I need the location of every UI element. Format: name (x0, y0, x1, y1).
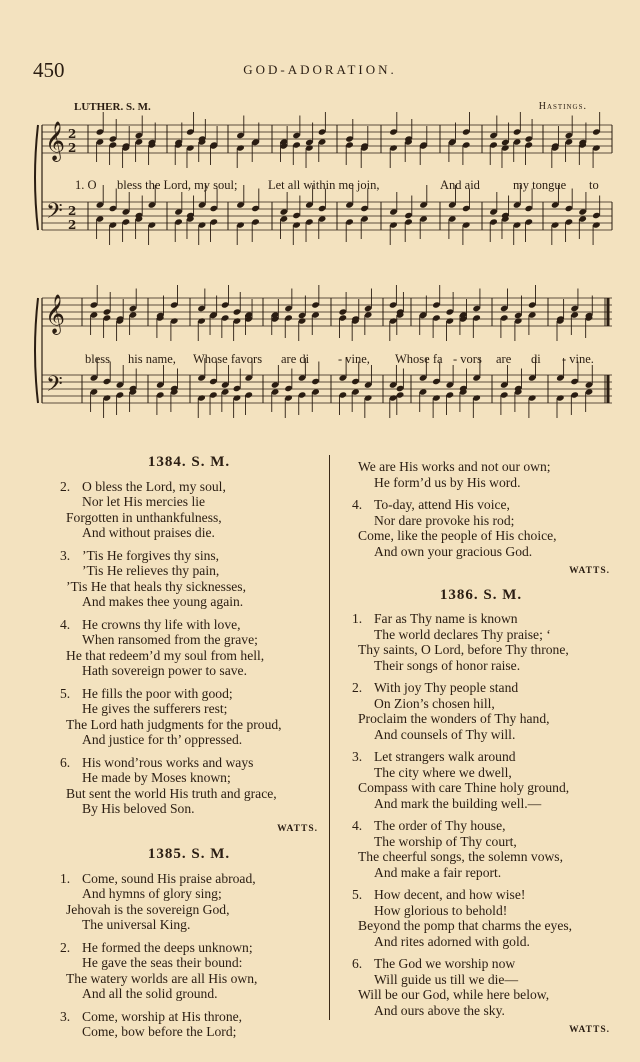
lyric-syllable: Let all within me join, (268, 178, 380, 192)
verse-line: He made by Moses known; (82, 770, 231, 785)
tune-composer: Hastings. (538, 101, 587, 112)
verse-line: The world declares Thy praise; ‘ (374, 626, 551, 642)
time-signature: 2 (68, 141, 77, 155)
lyric-syllable: - vine, (338, 352, 370, 366)
verse-text: The God we worship now (374, 956, 516, 971)
verse-number: 1. (352, 611, 363, 626)
lyric-syllable: And aid (440, 178, 480, 192)
verse-line: The worship of Thy court, (374, 833, 517, 849)
verse-line: And rites adorned with gold. (374, 933, 530, 949)
verse-number: 4. (352, 818, 363, 833)
lyric-syllable: are di (281, 352, 310, 366)
stanza (352, 749, 610, 811)
verse-line: And counsels of Thy will. (374, 726, 516, 742)
verse-line: ’Tis He relieves thy pain, (82, 563, 220, 578)
verse-text: He crowns thy life with love, (82, 616, 241, 632)
verse-line (60, 479, 318, 495)
lyric-syllable: 1. O (75, 178, 97, 192)
verse-number: 5. (352, 887, 363, 902)
verse-line (60, 940, 318, 956)
hymn-author: WATTS. (569, 566, 610, 576)
hymn-number: 1385. S. M. (147, 846, 231, 862)
verse-line (60, 1009, 318, 1025)
verse-line (352, 749, 610, 765)
verse-line: And own your gracious God. (374, 543, 533, 559)
verse-text: He formed the deeps unknown; (82, 939, 253, 955)
verse-line: Will guide us till we die— (374, 971, 519, 987)
verse-line: He form’d us by His word. (374, 474, 521, 490)
verse-line (352, 887, 610, 903)
verse-line (352, 611, 610, 627)
lyric-syllable: di (531, 352, 541, 366)
verse-line: Compass with care Thine holy ground, (358, 780, 570, 795)
hymn-number: 1386. S. M. (439, 586, 523, 603)
music-score (0, 0, 640, 450)
verse-line: He gave the seas their bound: (82, 955, 243, 970)
stanza (60, 617, 318, 679)
verse-line: Come, bow before the Lord; (82, 1024, 237, 1039)
verse-line: When ransomed from the grave; (82, 632, 258, 647)
running-head: GOD-ADORATION. (243, 62, 397, 77)
verse-text: His wond’rous works and ways (82, 754, 254, 770)
lyric-syllable: bless (85, 352, 110, 366)
verse-line: And make a fair report. (374, 864, 502, 880)
verse-number: 3. (60, 547, 71, 563)
stanza (352, 818, 610, 880)
verse-line: He gives the sufferers rest; (82, 701, 228, 716)
verse-line: On Zion’s chosen hill, (374, 695, 495, 711)
verse-text: ’Tis He forgives thy sins, (82, 547, 220, 563)
verse-line (60, 686, 318, 702)
verse-line: He that redeem’d my soul from hell, (66, 647, 265, 663)
verse-text: O bless the Lord, my soul, (82, 478, 226, 494)
verse-text: With joy Thy people stand (374, 680, 519, 695)
right-column (352, 459, 610, 1045)
verse-number: 5. (60, 685, 71, 701)
verse-line: And all the solid ground. (82, 986, 218, 1001)
verse-line: Beyond the pomp that charms the eyes, (358, 918, 573, 933)
verse-text: Far as Thy name is known (374, 611, 518, 626)
verse-number: 4. (352, 497, 363, 512)
verse-line: By His beloved Son. (82, 801, 195, 816)
verse-line: And ours above the sky. (374, 1002, 505, 1018)
tune-name: LUTHER. S. M. (74, 101, 151, 113)
time-signature: 2 (68, 127, 77, 141)
verse-text: To-day, attend His voice, (374, 497, 510, 512)
verse-line (60, 548, 318, 564)
page-number: 450 (33, 58, 65, 82)
stanza (60, 548, 318, 610)
stanza (60, 871, 318, 933)
lyric-syllable: - vine. (562, 352, 594, 366)
verse-line: Nor dare provoke his rod; (374, 512, 515, 528)
stanza (352, 956, 610, 1018)
verse-line: The cheerful songs, the solemn vows, (358, 849, 563, 864)
clef: 𝄢 (46, 199, 63, 229)
verse-line: The universal King. (82, 917, 191, 932)
lyric-syllable: Whose fa (395, 352, 443, 366)
left-column (60, 455, 318, 1047)
stanza (60, 755, 318, 817)
stanza (352, 680, 610, 742)
verse-number: 6. (60, 754, 71, 770)
verse-line: And justice for th’ oppressed. (82, 732, 243, 747)
verse-line: Nor let His mercies lie (82, 494, 206, 509)
verse-line: And without praises die. (82, 525, 215, 540)
verse-text: The order of Thy house, (374, 818, 506, 833)
hymn-author: WATTS. (277, 823, 318, 834)
lyric-syllable: his name, (128, 352, 176, 366)
verse-line: Their songs of honor raise. (374, 657, 521, 673)
lyric-syllable: bless the Lord, my soul; (117, 178, 238, 192)
verse-number: 2. (60, 939, 71, 955)
hymn-number: 1384. S. M. (147, 454, 231, 470)
stanza (352, 611, 610, 673)
verse-line: Come, like the people of His choice, (358, 528, 557, 543)
verse-line: Proclaim the wonders of Thy hand, (358, 711, 550, 726)
verse-number: 3. (352, 749, 363, 764)
column-divider (329, 455, 330, 1020)
verse-line (352, 497, 610, 513)
verse-line (352, 956, 610, 972)
clef: 𝄞 (45, 121, 66, 161)
verse-text: Come, worship at His throne, (82, 1008, 243, 1024)
verse-line: But sent the world His truth and grace, (66, 785, 277, 801)
verse-line: The Lord hath judgments for the proud, (66, 716, 282, 732)
verse-line: The city where we dwell, (374, 764, 512, 780)
verse-text: He fills the poor with good; (82, 685, 233, 701)
stanza (60, 686, 318, 748)
verse-number: 1. (60, 870, 71, 886)
stanza (352, 459, 610, 490)
verse-text: We are His works and not our own; (358, 459, 551, 474)
verse-number: 6. (352, 956, 363, 971)
verse-line: Jehovah is the sovereign God, (66, 901, 230, 917)
time-signature: 2 (68, 204, 77, 218)
verse-line (352, 680, 610, 696)
verse-number: 3. (60, 1008, 71, 1024)
stanza (352, 497, 610, 559)
verse-line: Forgotten in unthankfulness, (66, 509, 222, 525)
verse-number: 4. (60, 616, 71, 632)
brace (35, 125, 38, 230)
verse-line: The watery worlds are all His own, (66, 970, 258, 986)
lyric-syllable: to (589, 178, 599, 192)
verse-line (60, 617, 318, 633)
stanza (352, 887, 610, 949)
lyric-syllable: Whose favors (193, 352, 263, 366)
stanza (60, 1009, 318, 1040)
hymn-author: WATTS. (569, 1025, 610, 1035)
verse-text: Let strangers walk around (374, 749, 516, 764)
verse-text: Come, sound His praise abroad, (82, 870, 256, 886)
verse-line: And mark the building well.— (374, 795, 542, 811)
verse-line (60, 871, 318, 887)
verse-line: And makes thee young again. (82, 594, 244, 609)
stanza (60, 940, 318, 1002)
verse-line: And hymns of glory sing; (82, 886, 222, 901)
verse-line: Hath sovereign power to save. (82, 663, 247, 678)
verse-text: How decent, and how wise! (374, 887, 526, 902)
verse-line (352, 818, 610, 834)
stanza (60, 479, 318, 541)
verse-line: How glorious to behold! (374, 902, 508, 918)
lyric-syllable: are (496, 352, 512, 366)
verse-line: ’Tis He that heals thy sicknesses, (66, 578, 246, 594)
time-signature: 2 (68, 218, 77, 232)
verse-line: Thy saints, O Lord, before Thy throne, (358, 642, 569, 657)
verse-number: 2. (352, 680, 363, 695)
brace (35, 298, 38, 403)
lyric-syllable: - vors (453, 352, 482, 366)
clef: 𝄞 (45, 294, 66, 334)
lyric-syllable: my tongue (513, 178, 567, 192)
verse-line (352, 459, 610, 475)
verse-line: Will be our God, while here below, (358, 987, 550, 1002)
verse-number: 2. (60, 478, 71, 494)
verse-line (60, 755, 318, 771)
clef: 𝄢 (46, 372, 63, 402)
